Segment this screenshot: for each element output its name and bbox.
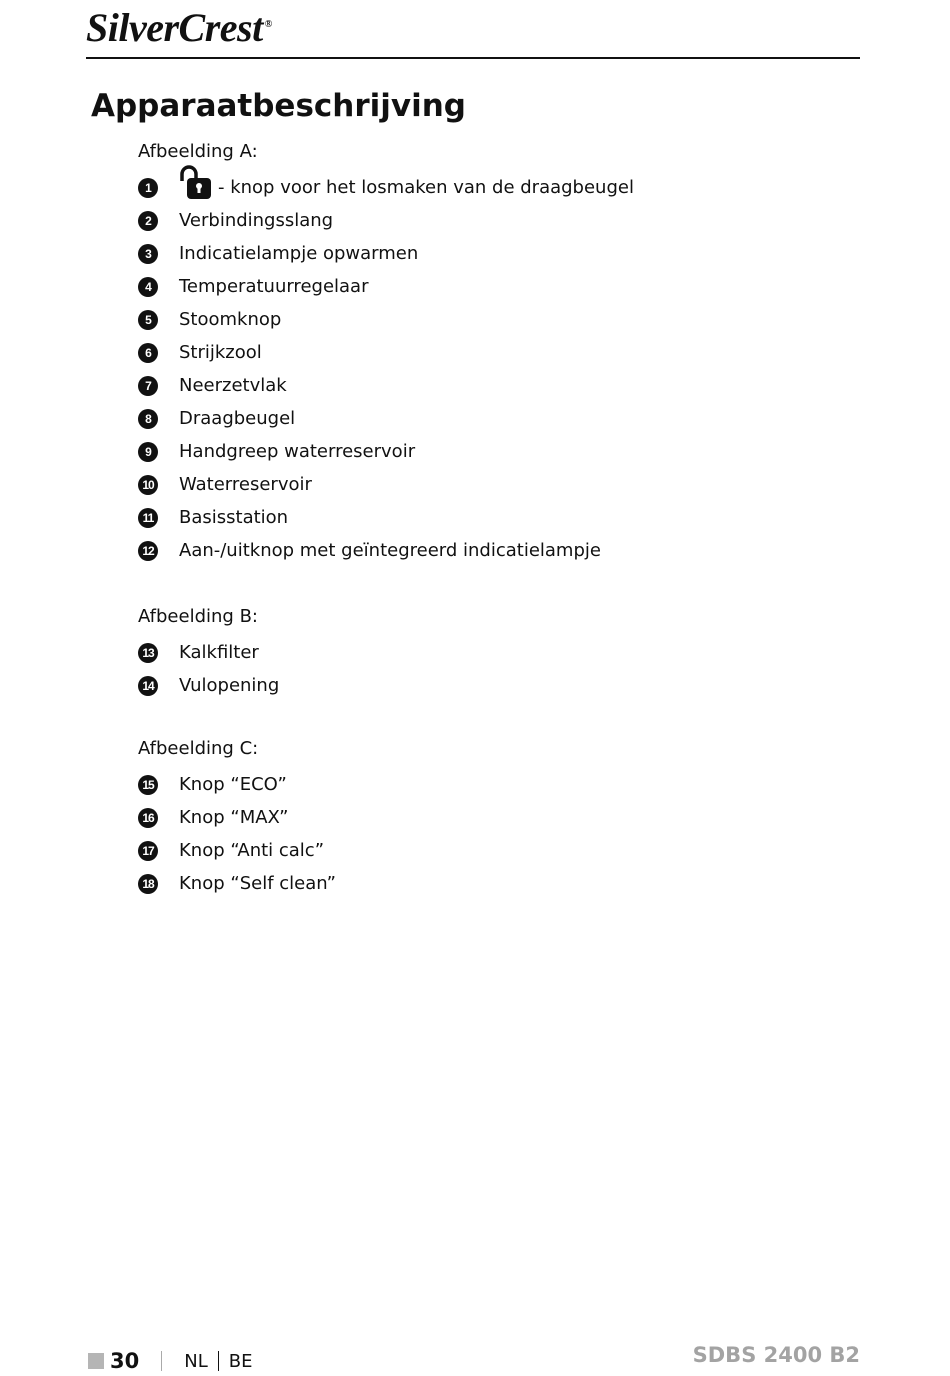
item-number-badge: 15 bbox=[138, 775, 158, 795]
list-item bbox=[138, 867, 337, 900]
list-item bbox=[138, 303, 282, 336]
item-label: Knop “Self clean” bbox=[179, 873, 337, 894]
list-item bbox=[138, 834, 325, 867]
item-number-badge: 6 bbox=[138, 343, 158, 363]
language-be: BE bbox=[228, 1350, 253, 1372]
list-item bbox=[138, 501, 289, 534]
header-divider bbox=[86, 57, 860, 59]
item-number-badge: 16 bbox=[138, 808, 158, 828]
section-heading: Afbeelding C: bbox=[138, 738, 259, 759]
item-label: Indicatielampje opwarmen bbox=[179, 243, 419, 264]
item-number-badge: 2 bbox=[138, 211, 158, 231]
list-item bbox=[138, 669, 280, 702]
item-number-badge: 18 bbox=[138, 874, 158, 894]
item-number-badge: 8 bbox=[138, 409, 158, 429]
lock-open-icon bbox=[178, 164, 214, 202]
brand-logo bbox=[86, 4, 272, 51]
item-label: Neerzetvlak bbox=[179, 375, 287, 396]
section-afbeelding-c bbox=[138, 735, 337, 900]
item-label: Kalkfilter bbox=[179, 642, 259, 663]
list-item bbox=[138, 534, 601, 567]
list-item bbox=[138, 204, 334, 237]
list-item bbox=[138, 636, 258, 669]
item-number-badge: 5 bbox=[138, 310, 158, 330]
list-item bbox=[138, 171, 634, 204]
item-number-badge: 1 bbox=[138, 178, 158, 198]
registered-mark: ® bbox=[264, 18, 272, 30]
item-number-badge: 3 bbox=[138, 244, 158, 264]
item-number-badge: 7 bbox=[138, 376, 158, 396]
item-label: Temperatuurregelaar bbox=[179, 276, 369, 297]
item-label: Vulopening bbox=[179, 675, 280, 696]
item-number-badge: 13 bbox=[138, 643, 158, 663]
item-label: Knop “ECO” bbox=[179, 774, 287, 795]
item-label: Strijkzool bbox=[179, 342, 262, 363]
list-item bbox=[138, 336, 262, 369]
model-number: SDBS 2400 B2 bbox=[692, 1343, 860, 1367]
list-item bbox=[138, 369, 287, 402]
item-label: Knop “MAX” bbox=[179, 807, 289, 828]
language-nl: NL bbox=[184, 1350, 208, 1372]
item-number-badge: 4 bbox=[138, 277, 158, 297]
item-number-badge: 9 bbox=[138, 442, 158, 462]
language-divider bbox=[218, 1351, 219, 1371]
page-number: 30 bbox=[110, 1349, 140, 1373]
section-heading: Afbeelding A: bbox=[138, 141, 258, 162]
item-label: Verbindingsslang bbox=[179, 210, 334, 231]
item-label: Waterreservoir bbox=[179, 474, 312, 495]
page-title: Apparaatbeschrijving bbox=[91, 88, 466, 124]
footer-divider bbox=[161, 1351, 162, 1371]
list-item bbox=[138, 435, 416, 468]
brand-name: SilverCrest bbox=[86, 5, 263, 50]
item-label: Basisstation bbox=[179, 507, 289, 528]
item-number-badge: 14 bbox=[138, 676, 158, 696]
section-afbeelding-a bbox=[138, 138, 634, 567]
list-item bbox=[138, 402, 296, 435]
item-label: - knop voor het losmaken van de draagbeugel bbox=[218, 177, 634, 198]
item-label: Aan-/uitknop met geïntegreerd indicatielampje bbox=[179, 540, 601, 561]
list-item bbox=[138, 801, 289, 834]
item-label: Stoomknop bbox=[179, 309, 282, 330]
item-number-badge: 10 bbox=[138, 475, 158, 495]
item-number-badge: 17 bbox=[138, 841, 158, 861]
section-afbeelding-b bbox=[138, 603, 280, 702]
page-footer bbox=[88, 1346, 252, 1376]
section-heading: Afbeelding B: bbox=[138, 606, 258, 627]
item-label: Draagbeugel bbox=[179, 408, 296, 429]
item-label: Handgreep waterreservoir bbox=[179, 441, 416, 462]
list-item bbox=[138, 468, 312, 501]
item-label: Knop “Anti calc” bbox=[179, 840, 325, 861]
item-number-badge: 11 bbox=[138, 508, 158, 528]
list-item bbox=[138, 768, 287, 801]
list-item bbox=[138, 270, 369, 303]
page-marker-square bbox=[88, 1353, 104, 1369]
item-number-badge: 12 bbox=[138, 541, 158, 561]
list-item bbox=[138, 237, 419, 270]
